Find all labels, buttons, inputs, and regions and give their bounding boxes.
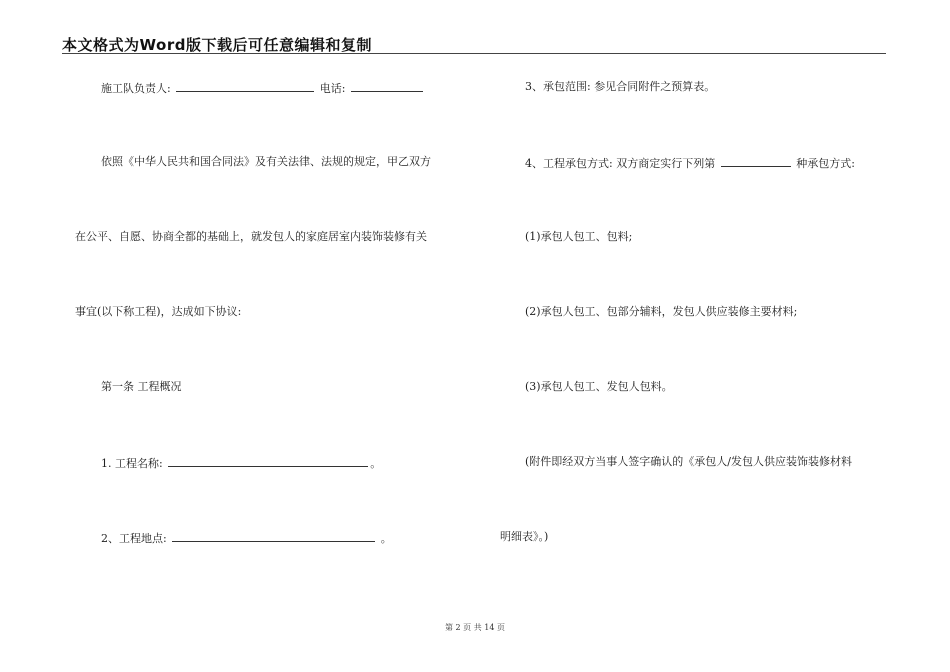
contractor-leader-blank bbox=[176, 80, 314, 92]
contract-scope-line: 3、承包范围: 参见合同附件之预算表。 bbox=[525, 80, 716, 93]
contract-mode-blank bbox=[721, 155, 791, 167]
mode-option-1: (1)承包人包工、包料; bbox=[525, 230, 633, 243]
project-name-blank bbox=[168, 455, 368, 467]
contract-intro-line-2: 在公平、自愿、协商全都的基础上，就发包人的家庭居室内装饰装修有关 bbox=[75, 230, 427, 243]
mode-option-3: (3)承包人包工、发包人包料。 bbox=[525, 380, 673, 393]
article-one-heading: 第一条 工程概况 bbox=[101, 380, 182, 393]
contractor-leader-label: 施工队负责人: bbox=[101, 82, 171, 95]
contractor-leader-line bbox=[101, 80, 425, 96]
project-location-end: 。 bbox=[380, 532, 392, 545]
phone-label: 电话: bbox=[319, 82, 346, 95]
project-name-line bbox=[101, 455, 381, 471]
project-location-label: 2、工程地点: bbox=[101, 532, 167, 545]
project-location-blank bbox=[172, 530, 375, 542]
contract-mode-line bbox=[525, 155, 855, 171]
page-number: 第 2 页 共 14 页 bbox=[445, 623, 505, 632]
contract-intro-line-3: 事宜(以下称工程)，达成如下协议: bbox=[75, 305, 242, 318]
project-name-label: 1. 工程名称: bbox=[101, 457, 163, 470]
project-name-end: 。 bbox=[370, 457, 382, 470]
mode-option-2: (2)承包人包工、包部分辅料，发包人供应装修主要材料; bbox=[525, 305, 798, 318]
contract-intro-line-1: 依照《中华人民共和国合同法》及有关法律、法规的规定，甲乙双方 bbox=[101, 155, 431, 168]
attachment-note-line-1: (附件即经双方当事人签字确认的《承包人/发包人供应装饰装修材料 bbox=[525, 455, 852, 468]
header-divider bbox=[62, 53, 886, 54]
phone-blank bbox=[351, 80, 423, 92]
document-header-title: 本文格式为Word版下载后可任意编辑和复制 bbox=[62, 36, 372, 54]
contract-mode-start: 4、工程承包方式: 双方商定实行下列第 bbox=[525, 157, 716, 170]
project-location-line bbox=[101, 530, 392, 546]
attachment-note-line-2: 明细表》。) bbox=[500, 530, 549, 543]
contract-mode-end: 种承包方式: bbox=[796, 157, 855, 170]
